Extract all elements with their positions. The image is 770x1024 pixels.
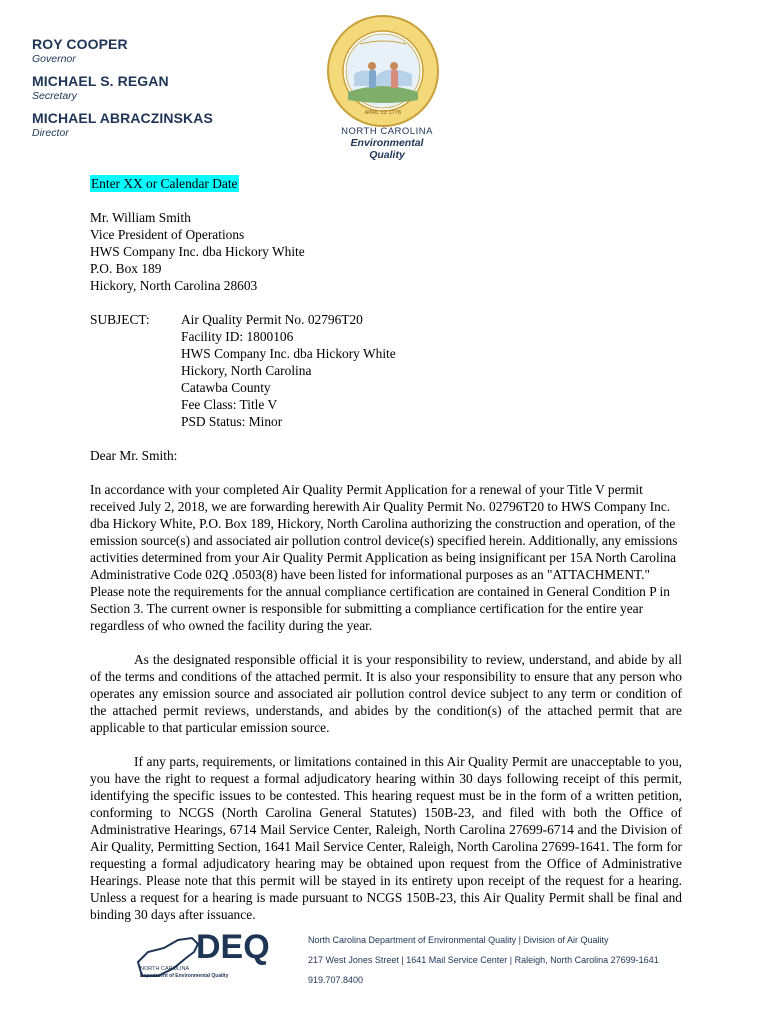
official-name: ROY COOPER	[32, 36, 128, 52]
footer-line-2: 217 West Jones Street | 1641 Mail Service Center | Raleigh, North Carolina 27699-1641	[308, 955, 659, 965]
agency-line-2: Environmental Quality	[350, 137, 424, 161]
subject-line: PSD Status: Minor	[181, 414, 283, 429]
agency-line-1: NORTH CAROLINA	[341, 126, 433, 137]
subject-line: Hickory, North Carolina	[181, 363, 312, 378]
subject-line: Catawba County	[181, 380, 271, 395]
subject-line: Fee Class: Title V	[181, 397, 278, 412]
deq-logo-icon	[134, 918, 304, 984]
official-name: MICHAEL S. REGAN	[32, 73, 169, 89]
logo-text: DEQ	[196, 928, 270, 966]
logo-sub-1: NORTH CAROLINA	[140, 966, 190, 972]
paragraph: As the designated responsible official it is your responsibility to review, understand, and abide by all of the terms and conditions of the attached permit. It is also your responsibility to ensure that any person who operates any emission source and associated air pollution control device subject to any term or condition of the attached permit reviews, understands, and abides by the condition(s) of the attached permit that are applicable to that particular emission source.	[90, 652, 682, 735]
seal-date: APRIL 12 1776	[364, 110, 402, 116]
subject-line: HWS Company Inc. dba Hickory White	[181, 346, 396, 361]
official-director	[32, 110, 213, 139]
agency-name	[332, 126, 442, 161]
officials-block	[32, 36, 213, 147]
official-name: MICHAEL ABRACZINSKAS	[32, 110, 213, 126]
official-secretary	[32, 73, 213, 102]
paragraph: In accordance with your completed Air Quality Permit Application for a renewal of your Title V permit received July 2, 2018, we are forwarding herewith Air Quality Permit No. 02796T20 to HWS Company Inc. dba Hickory White, P.O. Box 189, Hickory, North Carolina authorizing the construction and operation, of the emission source(s) and associated air pollution control device(s) specified herein. Additionally, any emissions activities determined from your Air Quality Permit Application as being insignificant per 15A North Carolina Administrative Code 02Q .0503(8) have been listed for informational purposes as an "ATTACHMENT." Please note the requirements for the annual compliance certification are contained in General Condition P in Section 3. The current owner is responsible for submitting a compliance certification for the entire year regardless of who owned the facility during the year.	[90, 482, 678, 633]
official-title: Secretary	[32, 90, 77, 102]
recipient-address	[90, 209, 682, 294]
state-seal-icon	[326, 14, 440, 128]
recipient-line: P.O. Box 189	[90, 261, 162, 276]
subject-block	[90, 311, 682, 430]
footer-line-1: North Carolina Department of Environmental Quality | Division of Air Quality	[308, 935, 609, 945]
letter-body	[90, 175, 682, 923]
paragraph: If any parts, requirements, or limitations contained in this Air Quality Permit are unacceptable to you, you have the right to request a formal adjudicatory hearing within 30 days following receipt of this permit, identifying the specific issues to be contested. This hearing request must be in the form of a written petition, conforming to NCGS (North Carolina General Statutes) 150B-23, and filed with both the Office of Administrative Hearings, 6714 Mail Service Center, Raleigh, North Carolina 27699-6714 and the Division of Air Quality, Permitting Section, 1641 Mail Service Center, Raleigh, North Carolina 27699-1641. The form for requesting a formal adjudicatory hearing may be obtained upon request from the Office of Administrative Hearings. Please note that this permit will be stayed in its entirety upon receipt of the request for a hearing. Unless a request for a hearing is made pursuant to NCGS 150B-23, this Air Quality Permit shall be final and binding 30 days after issuance.	[90, 754, 682, 922]
recipient-line: HWS Company Inc. dba Hickory White	[90, 244, 305, 259]
official-title: Governor	[32, 53, 76, 65]
salutation: Dear Mr. Smith:	[90, 448, 178, 463]
subject-label: SUBJECT:	[90, 312, 150, 327]
footer-text	[308, 930, 659, 990]
subject-line: Air Quality Permit No. 02796T20	[181, 312, 363, 327]
subject-line: Facility ID: 1800106	[181, 329, 294, 344]
footer-line-3: 919.707.8400	[308, 975, 364, 985]
recipient-line: Mr. William Smith	[90, 210, 191, 225]
recipient-line: Vice President of Operations	[90, 227, 245, 242]
date-placeholder-field[interactable]: Enter XX or Calendar Date	[91, 176, 238, 191]
footer	[134, 918, 659, 988]
logo-sub-2: Department of Environmental Quality	[140, 973, 229, 979]
official-title: Director	[32, 127, 69, 139]
recipient-line: Hickory, North Carolina 28603	[90, 278, 258, 293]
official-governor	[32, 36, 213, 65]
